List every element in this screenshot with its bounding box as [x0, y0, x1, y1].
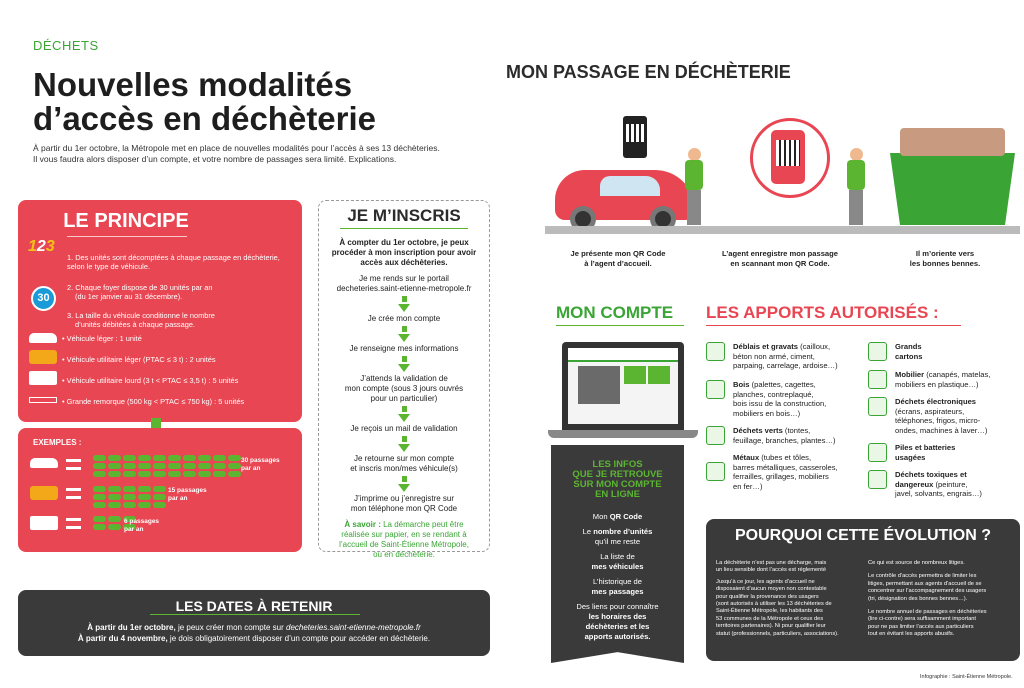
apport-piles: Piles et batteries usagées — [895, 443, 956, 462]
toxic-icon — [868, 470, 887, 489]
van-icon — [30, 486, 58, 500]
badge-30-icon: 30 — [31, 286, 56, 311]
equals-icon — [66, 459, 81, 470]
compte-ribbon-items: Mon QR Code Le nombre d’unités qu’il me reste La liste de mes véhicules L’historique de mes passages Des liens pour connaître les horaires des déchèteries et les apports autorisés. — [576, 512, 659, 641]
apport-mobilier: Mobilier (canapés, matelas, mobiliers en plastique…) — [895, 370, 991, 389]
example-1-label: 30 passages par an — [241, 457, 280, 472]
rubble-icon — [706, 342, 725, 361]
principe-point-1: 1. Des unités sont décomptées à chaque passage en déchèterie, selon le type de véhicule. — [67, 253, 280, 271]
dates-title: LES DATES À RETENIR — [175, 598, 333, 614]
evolution-col-left: La déchèterie n’est pas une décharge, mais un lieu sensible dont l’accès est réglementé Jusqu’à ce jour, les agents d’accueil ne disposaient d’aucun moyen non contestable pour qualifier la provenance des usagers (sont autorisés à utiliser les 13 déchèteries de Saint-Étienne Métropole, les habitants des 53 communes de la Métropole et ceux des territoires partenaires). Ni pour qualifier leur statut (professionnels, particuliers, associations). — [716, 560, 839, 637]
box-icon — [868, 342, 887, 361]
apport-deblais: Déblais et gravats (cailloux, béton non armé, ciment, parpaing, carrelage, ardoise…) — [733, 342, 838, 370]
equals-icon — [66, 488, 81, 499]
agent-icon — [685, 160, 703, 190]
truck-icon — [29, 371, 57, 385]
agent-icon — [847, 160, 865, 190]
apports-title: LES APPORTS AUTORISÉS : — [706, 303, 939, 322]
numbers-icon: 123 — [28, 238, 55, 255]
wood-icon — [706, 380, 725, 399]
vehicle-light: • Véhicule léger : 1 unité — [62, 334, 142, 343]
evolution-title: POURQUOI CETTE ÉVOLUTION ? — [734, 527, 991, 544]
leaf-icon — [706, 426, 725, 445]
passage-title: MON PASSAGE EN DÉCHÈTERIE — [506, 62, 791, 82]
category-tag: DÉCHETS — [33, 38, 99, 53]
apport-toxiques: Déchets toxiques et dangereux (peinture, javel, solvants, engrais…) — [895, 470, 982, 498]
credit: Infographie : Saint-Étienne Métropole. — [920, 674, 1013, 680]
pills-15 — [92, 485, 167, 509]
battery-icon — [868, 443, 887, 462]
car-icon — [30, 458, 58, 468]
trailer-icon — [29, 397, 57, 403]
inscription-title: JE M’INSCRIS — [347, 206, 461, 225]
example-3-label: 6 passages par an — [124, 518, 160, 533]
passage-caption-1: Je présente mon QR Code à l’agent d’accueil. — [570, 249, 666, 268]
vehicle-utility-heavy: • Véhicule utilitaire lourd (3 t < PTAC ≤ 3,5 t) : 5 unités — [62, 376, 239, 385]
apport-cartons: Grands cartons — [895, 342, 923, 361]
electronics-icon — [868, 397, 887, 416]
sofa-icon — [868, 370, 887, 389]
car-icon — [29, 333, 57, 343]
apport-metaux: Métaux (tubes et tôles, barres métalliques, casseroles, ferrailles, grillages, mobiliers en fer…) — [733, 453, 838, 491]
date-line-1: À partir du 1er octobre, je peux créer mon compte sur decheteries.saint-etienne-metropole.fr — [87, 623, 421, 632]
intro-text: À partir du 1er octobre, la Métropole met en place de nouvelles modalités pour l’accès à ses 13 déchèteries. Il vous faudra alors disposer d’un compte, et votre nombre de passages sera limité. Explications. — [33, 143, 440, 164]
apport-electroniques: Déchets électroniques (écrans, aspirateurs, téléphones, frigos, micro- ondes, machines à laver…) — [895, 397, 988, 435]
truck-icon — [30, 516, 58, 530]
vehicle-utility-light: • Véhicule utilitaire léger (PTAC ≤ 3 t) : 2 unités — [62, 355, 216, 364]
inscription-steps: À compter du 1er octobre, je peux procéder à mon inscription pour avoir accès aux déchèteries. Je me rends sur le portail decheteries.saint-etienne-metropole.fr Je crée mon compte Je renseigne mes informations J’attends la validation de mon compte (sous 3 jours ouvrés pour un particulier) Je reçois un mail de validation Je retourne sur mon compte et inscris mon/mes véhicule(s) J’imprime ou j’enregistre sur mon téléphone mon QR Code À savoir : La démarche peut être réalisée sur papier, en se rendant à l’accueil de Saint-Étienne Métropole, ou en déchèterie. — [331, 238, 477, 559]
pills-30 — [92, 454, 242, 478]
dumpster-icon — [890, 153, 1015, 225]
page-title: Nouvelles modalités d’accès en déchèterie — [33, 66, 377, 137]
evolution-col-right: Ce qui est source de nombreux litiges. Le contrôle d’accès permettra de limiter les litiges, permettant aux agents d’accueil de se concentrer sur l’accompagnement des usagers (tri, désignation des bonnes bennes…). Le nombre annuel de passages en déchèteries (lire ci-contre) sera suffisamment important pour ne pas limiter l’accès aux particuliers tout en évitant les apports abusifs. — [868, 560, 987, 638]
apport-bois: Bois (palettes, cagettes, planches, contreplaqué, bois issu de la construction, mobiliers en bois…) — [733, 380, 827, 418]
equals-icon — [66, 518, 81, 529]
apport-verts: Déchets verts (tontes, feuillage, branches, plantes…) — [733, 426, 836, 445]
vehicle-trailer: • Grande remorque (500 kg < PTAC ≤ 750 kg) : 5 unités — [62, 397, 245, 406]
principe-point-2: 2. Chaque foyer dispose de 30 unités par an (du 1er janvier au 31 décembre). — [67, 283, 213, 301]
examples-title: EXEMPLES : — [33, 438, 82, 447]
compte-ribbon-heading: LES INFOS QUE JE RETROUVE SUR MON COMPTE EN LIGNE — [572, 459, 663, 500]
principe-point-3: 3. La taille du véhicule conditionne le nombre d’unités débitées à chaque passage. — [67, 311, 215, 329]
passage-caption-3: Il m’oriente vers les bonnes bennes. — [909, 249, 981, 268]
date-line-2: À partir du 4 novembre, je dois obligatoirement disposer d’un compte pour accéder en déchèterie. — [77, 634, 431, 643]
van-icon — [29, 350, 57, 364]
compte-title: MON COMPTE — [556, 303, 674, 322]
passage-caption-2: L’agent enregistre mon passage en scannant mon QR Code. — [721, 249, 839, 268]
principe-title: LE PRINCIPE — [63, 210, 189, 232]
example-2-label: 15 passages par an — [168, 487, 207, 502]
passage-illustration — [545, 108, 1020, 243]
bike-icon — [706, 462, 725, 481]
